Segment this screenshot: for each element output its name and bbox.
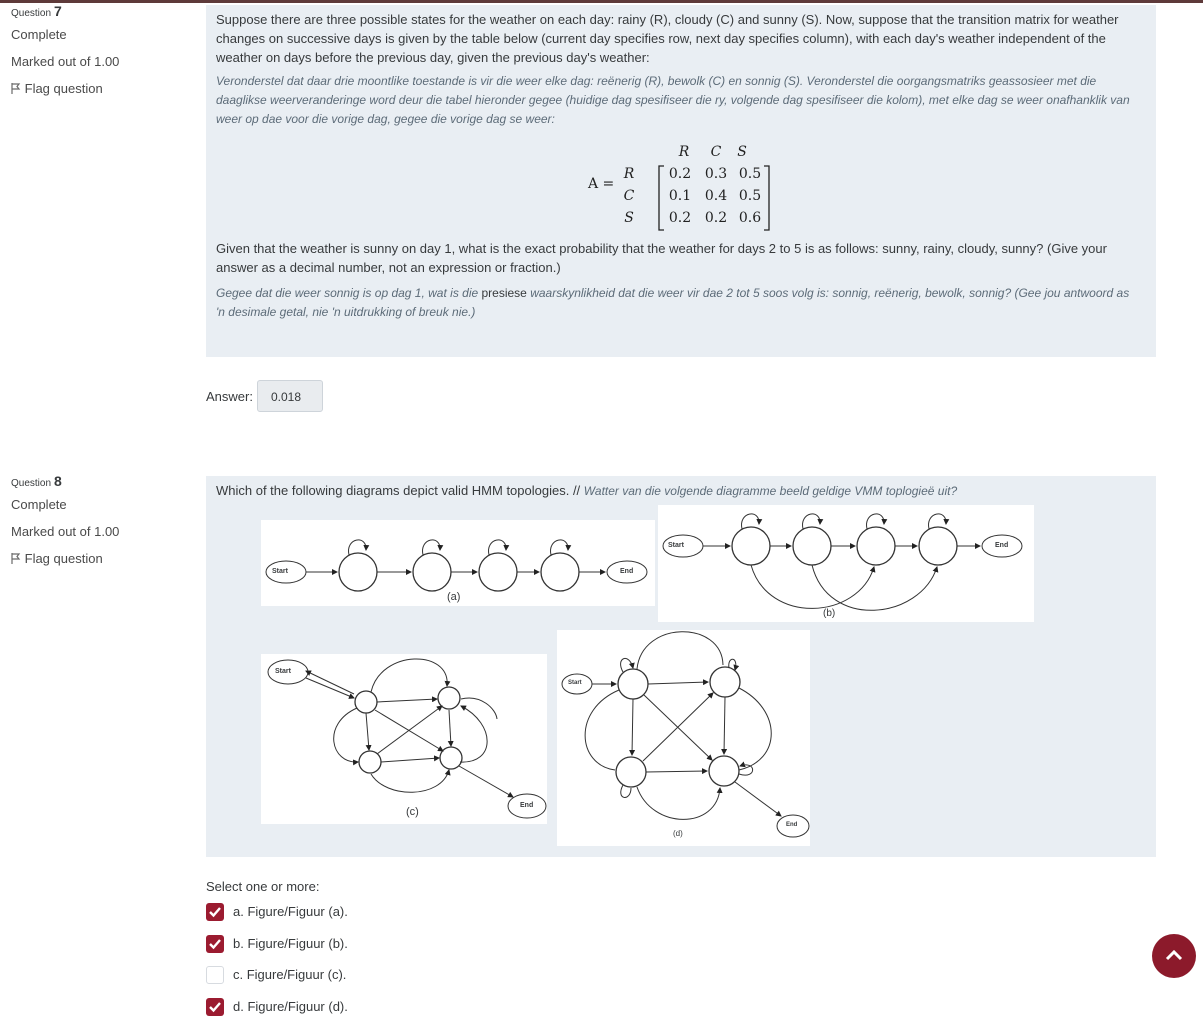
option-c-label: c. Figure/Figuur (c). xyxy=(233,967,347,982)
question-7-number xyxy=(11,3,191,19)
question-8-text-af: Watter van die volgende diagramme beeld geldige VMM toplogieë uit? xyxy=(583,484,958,498)
start-node-label: Start xyxy=(668,542,684,549)
start-node-label: Start xyxy=(272,568,288,575)
figure-b xyxy=(658,505,1034,622)
chevron-up-icon xyxy=(1152,934,1196,978)
question-8-text-en: Which of the following diagrams depict valid HMM topologies. // xyxy=(216,483,584,498)
matrix-cell: 0.6 xyxy=(738,210,762,226)
question-number: 8 xyxy=(54,473,62,489)
end-node-label: End xyxy=(786,822,798,828)
question-7-formulation xyxy=(206,5,1156,357)
checkbox-d[interactable] xyxy=(206,998,224,1016)
matrix-row-label: C xyxy=(623,188,635,204)
question-8-marks: Marked out of 1.00 xyxy=(11,524,120,539)
flag-label: Flag question xyxy=(24,81,103,96)
question-7-prompt-af xyxy=(216,284,1136,322)
check-icon xyxy=(206,998,224,1016)
checkbox-b[interactable] xyxy=(206,935,224,953)
matrix-name: A = xyxy=(588,176,615,192)
question-7-marks: Marked out of 1.00 xyxy=(11,54,120,69)
flag-icon xyxy=(11,83,21,94)
figure-d-diagram xyxy=(557,630,810,846)
question-label: Question xyxy=(11,8,52,19)
checkbox-c[interactable] xyxy=(206,966,224,984)
checkbox-a[interactable] xyxy=(206,903,224,921)
figure-a xyxy=(261,520,655,606)
question-7-text-en: Suppose there are three possible states for the weather on each day: rainy (R), cloudy (C) and sunny (S). Now, suppose that the transition matrix for weather changes on successive days is given by the table below (current day specifies row, next day specifies column), with each day's weather independent of the weather on days before the previous day, given the previous day's weather: xyxy=(216,12,1119,65)
question-number: 7 xyxy=(54,3,62,19)
question-8-info xyxy=(11,473,191,566)
matrix-row-label: R xyxy=(623,166,635,182)
flag-label: Flag question xyxy=(24,551,103,566)
figure-c-diagram xyxy=(261,654,547,824)
figure-b-caption: (b) xyxy=(823,608,836,619)
select-prompt: Select one or more: xyxy=(206,879,320,894)
transition-matrix xyxy=(586,142,786,232)
end-node-label: End xyxy=(620,568,634,575)
question-label: Question xyxy=(11,478,52,489)
figure-d-caption: (d) xyxy=(673,829,683,838)
answer-input[interactable]: 0.018 xyxy=(257,380,323,412)
matrix-cell: 0.3 xyxy=(704,166,728,182)
figure-d xyxy=(557,630,810,846)
start-node-label: Start xyxy=(568,680,582,686)
question-7-status: Complete xyxy=(11,27,67,42)
matrix-cell: 0.2 xyxy=(668,166,692,182)
question-7-flag[interactable] xyxy=(11,81,191,96)
end-node-label: End xyxy=(995,542,1009,549)
prompt-af-part: waarskynlikheid dat die weer vir dae 2 tot 5 soos volg is: sonnig, reënerig, bewolk, sonnig? (Gee jou antwoord as 'n desimale getal, nie 'n uitdrukking of breuk nie.) xyxy=(216,286,1130,319)
check-icon xyxy=(206,935,224,953)
question-8-flag[interactable] xyxy=(11,551,191,566)
question-7-prompt-en: Given that the weather is sunny on day 1, what is the exact probability that the weather for days 2 to 5 is as follows: sunny, rainy, cloudy, sunny? (Give your answer as a decimal number, not an expression or fraction.) xyxy=(216,241,1107,275)
figure-c xyxy=(261,654,547,824)
option-a-label: a. Figure/Figuur (a). xyxy=(233,904,348,919)
matrix-col-label: R xyxy=(678,144,690,160)
question-8-number xyxy=(11,473,191,489)
matrix-cell: 0.5 xyxy=(738,188,762,204)
matrix-row-label: S xyxy=(624,210,634,226)
flag-icon xyxy=(11,553,21,564)
option-b-label: b. Figure/Figuur (b). xyxy=(233,936,348,951)
question-7-info xyxy=(11,3,191,96)
matrix-cell: 0.4 xyxy=(704,188,728,204)
matrix-cell: 0.2 xyxy=(668,210,692,226)
matrix-col-label: S xyxy=(737,144,747,160)
figure-a-caption: (a) xyxy=(447,591,461,603)
question-8-text xyxy=(216,481,1136,501)
end-node-label: End xyxy=(520,802,534,809)
scroll-top-button[interactable] xyxy=(1152,934,1196,978)
matrix-cell: 0.1 xyxy=(668,188,692,204)
question-7-text-af: Veronderstel dat daar drie moontlike toestande is vir die weer elke dag: reënerig (R), bewolk (C) en sonnig (S). Veronderstel die oorgangsmatriks geassosieer met die daaglikse weerveranderinge word deur die tabel hieronder gegee (huidige dag spesifiseer die ry, volgende dag spesifiseer die kolom), met elke dag se weer onafhanklik van weer op dae voor die vorige dag, gegee die vorige dag se weer: xyxy=(216,74,1130,126)
matrix-col-label: C xyxy=(710,144,722,160)
figure-c-caption: (c) xyxy=(406,806,419,818)
matrix-cell: 0.2 xyxy=(704,210,728,226)
question-8-status: Complete xyxy=(11,497,67,512)
option-d-label: d. Figure/Figuur (d). xyxy=(233,999,348,1014)
figure-b-diagram xyxy=(658,505,1034,622)
answer-label: Answer: xyxy=(206,389,253,404)
prompt-af-emphasis: presiese xyxy=(481,286,527,300)
check-icon xyxy=(206,903,224,921)
start-node-label: Start xyxy=(275,668,291,675)
matrix-cell: 0.5 xyxy=(738,166,762,182)
prompt-af-part: Gegee dat die weer sonnig is op dag 1, wat is die xyxy=(216,286,482,300)
